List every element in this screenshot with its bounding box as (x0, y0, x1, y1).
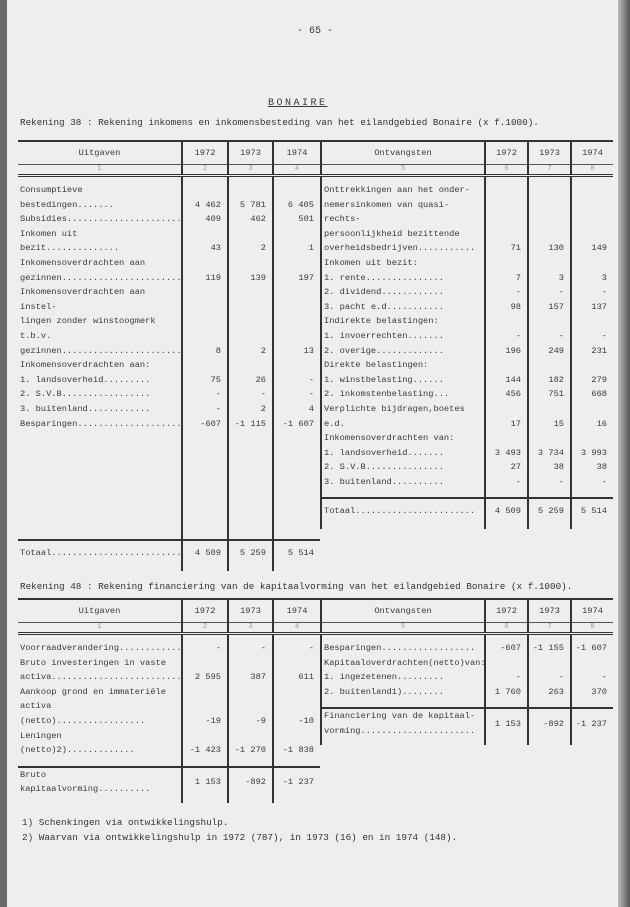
row-value: 249 (528, 344, 571, 359)
row-value (485, 431, 528, 446)
table-row (321, 475, 613, 490)
row-value: - (485, 670, 528, 685)
row-label: Inkomen uit bezit.............. (20, 228, 120, 254)
table-row (18, 685, 320, 729)
page-title: BONAIRE (268, 98, 328, 109)
total-value: 5 514 (571, 498, 613, 523)
row-value: -607 (182, 417, 228, 432)
table-row (321, 344, 613, 359)
column-index: 1 (18, 623, 182, 634)
row-value: 409 (182, 212, 228, 227)
row-value: 139 (228, 256, 273, 285)
row-value: 196 (485, 344, 528, 359)
column-header: 1973 (228, 599, 273, 623)
table-row (321, 670, 613, 685)
column-index-row (321, 623, 613, 634)
row-value: 16 (571, 402, 613, 431)
row-value (571, 358, 613, 373)
row-value: 119 (182, 256, 228, 285)
row-value: 157 (528, 300, 571, 315)
row-value: 668 (571, 387, 613, 402)
row-value: -1 607 (273, 417, 320, 432)
row-value: - (571, 670, 613, 685)
column-index: 7 (528, 165, 571, 176)
row-value: - (273, 634, 320, 656)
row-label: Inkomensoverdrachten van: (321, 431, 485, 446)
row-label: Inkomensoverdrachten aan: (20, 360, 151, 371)
row-value: 2 (228, 285, 273, 358)
total-row (321, 708, 613, 738)
column-index: 6 (485, 623, 528, 634)
table-row (18, 634, 320, 656)
row-value: - (528, 285, 571, 300)
table-row (321, 446, 613, 461)
row-value (485, 358, 528, 373)
table-row (321, 685, 613, 700)
row-value: 1 760 (485, 685, 528, 700)
table-row (321, 387, 613, 402)
scan-edge-right (618, 0, 630, 907)
row-label: Consumptieve bestedingen....... (20, 185, 114, 210)
scan-edge-left (0, 0, 7, 907)
column-index: 5 (321, 165, 485, 176)
table-row (321, 271, 613, 286)
table-row (18, 656, 320, 685)
spacer-row (18, 758, 320, 767)
row-label: Indirekte belastingen: (321, 314, 485, 329)
row-label: 2. overige............. (321, 344, 485, 359)
table-row (18, 256, 320, 285)
table1-caption: Rekening 38 : Rekening inkomens en inkomensbesteding van het eilandgebied Bonaire (x f.1000). (20, 117, 539, 128)
total-value: 1 153 (182, 767, 228, 797)
row-value: 279 (571, 373, 613, 388)
row-value: 2 (228, 402, 273, 417)
footnote-1: 1) Schenkingen via ontwikkelingshulp. (22, 817, 229, 828)
row-label: Onttrekkingen aan het onder- nemersinkomen van quasi-rechts- persoonlijkheid bezittende overheidsbedrijven........... (321, 176, 485, 256)
row-value: - (182, 634, 228, 656)
row-value: 130 (528, 176, 571, 256)
table-row (321, 358, 613, 373)
row-value: 17 (485, 402, 528, 431)
table-row (18, 212, 320, 227)
row-value (485, 256, 528, 271)
row-label: 2. dividend............ (321, 285, 485, 300)
column-index: 7 (528, 623, 571, 634)
table-row (18, 402, 320, 417)
row-value: - (228, 387, 273, 402)
total-row (18, 540, 320, 565)
table-row (18, 358, 320, 373)
table-row (18, 285, 320, 358)
table-row (18, 373, 320, 388)
total-value: 4 509 (182, 540, 228, 565)
table2-caption: Rekening 48 : Rekening financiering van de kapitaalvorming van het eilandgebied Bonaire (x f.1000). (20, 581, 573, 592)
total-value: -1 237 (273, 767, 320, 797)
row-value: - (485, 475, 528, 490)
row-label: 2. S.V.B............... (321, 460, 485, 475)
row-label: Bruto investeringen in vaste activa......................... (20, 657, 182, 683)
spacer-row (18, 431, 320, 540)
row-value (182, 358, 228, 373)
table-row (321, 314, 613, 329)
row-value: - (571, 329, 613, 344)
row-value: 15 (528, 402, 571, 431)
table-row (321, 176, 613, 256)
row-value: 137 (571, 300, 613, 315)
row-value (528, 431, 571, 446)
row-label: 2. S.V.B................. (20, 389, 151, 400)
table-row (321, 402, 613, 431)
row-value: 71 (485, 176, 528, 256)
row-value: - (182, 387, 228, 402)
table-row (321, 256, 613, 271)
row-value: 4 (273, 402, 320, 417)
row-label: 1. landsoverheid....... (321, 446, 485, 461)
row-value: 7 (485, 271, 528, 286)
column-header: 1974 (273, 141, 320, 165)
row-label: Inkomensoverdrachten aan instel- lingen zonder winstoogmerk t.b.v. gezinnen....................... (20, 287, 182, 356)
column-header: 1973 (528, 141, 571, 165)
row-value: - (571, 285, 613, 300)
header-row (321, 141, 613, 165)
row-label: 1. ingezetenen......... (321, 670, 485, 685)
column-index: 6 (485, 165, 528, 176)
column-header: 1974 (571, 599, 613, 623)
row-value (571, 431, 613, 446)
row-value (528, 256, 571, 271)
total-value: 1 153 (485, 708, 528, 738)
row-value: -607 (485, 634, 528, 656)
row-value: -1 838 (273, 729, 320, 758)
row-value: 5 781 (228, 176, 273, 213)
row-value: 2 (228, 227, 273, 256)
row-value: 38 (571, 460, 613, 475)
row-label: 1. rente............... (321, 271, 485, 286)
table-row (321, 460, 613, 475)
row-value: 3 993 (571, 446, 613, 461)
column-index: 4 (273, 165, 320, 176)
row-value: 8 (182, 285, 228, 358)
row-label: 1. landsoverheid......... (20, 374, 151, 385)
row-value: 3 493 (485, 446, 528, 461)
total-label: Totaal....................... (321, 498, 485, 523)
column-index: 8 (571, 165, 613, 176)
column-index: 3 (228, 165, 273, 176)
row-value (485, 656, 528, 671)
row-label: Besparingen.................... (20, 418, 182, 429)
table-row (18, 176, 320, 213)
column-index-row (18, 165, 320, 176)
row-value: 456 (485, 387, 528, 402)
row-value: 149 (571, 176, 613, 256)
row-value: 6 405 (273, 176, 320, 213)
row-label: 3. buitenland.......... (321, 475, 485, 490)
row-label: Inkomen uit bezit: (321, 256, 485, 271)
table1-uitgaven (18, 140, 320, 571)
table-row (321, 656, 613, 671)
column-header: 1972 (182, 599, 228, 623)
column-header: 1974 (273, 599, 320, 623)
row-value: 75 (182, 373, 228, 388)
row-value (528, 358, 571, 373)
row-value: - (485, 285, 528, 300)
row-value: - (571, 475, 613, 490)
row-value (571, 256, 613, 271)
column-index: 2 (182, 165, 228, 176)
row-value: - (228, 634, 273, 656)
row-value: - (273, 373, 320, 388)
total-value: -892 (528, 708, 571, 738)
row-value: -1 270 (228, 729, 273, 758)
row-value: - (528, 670, 571, 685)
row-value: -9 (228, 685, 273, 729)
row-value: 26 (228, 373, 273, 388)
row-value (485, 314, 528, 329)
row-value: 501 (273, 212, 320, 227)
total-value: -1 237 (571, 708, 613, 738)
row-value: 3 (571, 271, 613, 286)
row-label: Leningen (netto)2)............. (20, 730, 135, 756)
row-value: 1 (273, 227, 320, 256)
column-index-row (321, 165, 613, 176)
column-header: 1972 (485, 599, 528, 623)
row-value: -10 (273, 685, 320, 729)
row-value (528, 656, 571, 671)
column-header: Uitgaven (18, 141, 182, 165)
row-value: -1 115 (228, 417, 273, 432)
row-value: 3 734 (528, 446, 571, 461)
spacer-row (321, 489, 613, 498)
row-value: 387 (228, 656, 273, 685)
column-header: 1974 (571, 141, 613, 165)
row-value (571, 314, 613, 329)
row-value: 2 595 (182, 656, 228, 685)
row-label: 3. pacht e.d........... (321, 300, 485, 315)
row-value: 4 462 (182, 176, 228, 213)
row-value: - (273, 387, 320, 402)
column-index: 8 (571, 623, 613, 634)
row-value: - (528, 475, 571, 490)
row-label: 3. buitenland............ (20, 403, 151, 414)
header-row (321, 599, 613, 623)
column-index: 3 (228, 623, 273, 634)
total-label: Financiering van de kapitaal- vorming...................... (321, 708, 485, 738)
total-value: 5 259 (228, 540, 273, 565)
column-header: 1973 (528, 599, 571, 623)
row-label: Aankoop grond en immateriële activa (netto)................. (20, 686, 166, 726)
row-label: 1. winstbelasting...... (321, 373, 485, 388)
row-value: 231 (571, 344, 613, 359)
total-label: Bruto kapitaalvorming.......... (18, 767, 182, 797)
table-row (18, 729, 320, 758)
row-label: 2. inkomstenbelasting... (321, 387, 485, 402)
total-value: 5 514 (273, 540, 320, 565)
column-index: 5 (321, 623, 485, 634)
column-index: 1 (18, 165, 182, 176)
column-index: 4 (273, 623, 320, 634)
total-value: -892 (228, 767, 273, 797)
row-value (571, 656, 613, 671)
row-label: Inkomensoverdrachten aan gezinnen....................... (20, 257, 182, 283)
row-label: Besparingen.................. (321, 634, 485, 656)
row-label: Kapitaaloverdrachten(netto)van: (321, 656, 485, 671)
row-value: - (182, 402, 228, 417)
row-value: 144 (485, 373, 528, 388)
table-row (321, 329, 613, 344)
column-header: 1972 (485, 141, 528, 165)
row-value: - (528, 329, 571, 344)
row-value: 27 (485, 460, 528, 475)
header-row (18, 141, 320, 165)
row-value (528, 314, 571, 329)
column-header: Uitgaven (18, 599, 182, 623)
row-value: 43 (182, 227, 228, 256)
row-value: -1 423 (182, 729, 228, 758)
header-row (18, 599, 320, 623)
row-value: 98 (485, 300, 528, 315)
table-row (18, 387, 320, 402)
total-value: 5 259 (528, 498, 571, 523)
table-row (18, 227, 320, 256)
row-value: -1 607 (571, 634, 613, 656)
column-header: 1972 (182, 141, 228, 165)
table-row (18, 417, 320, 432)
row-value: 462 (228, 212, 273, 227)
column-index: 2 (182, 623, 228, 634)
table2-uitgaven (18, 598, 320, 803)
row-value (273, 358, 320, 373)
table-row (321, 285, 613, 300)
page-number: - 65 - (296, 26, 333, 37)
row-label: Subsidies...................... (20, 214, 182, 225)
row-label: 1. invoerrechten....... (321, 329, 485, 344)
row-value: 611 (273, 656, 320, 685)
table-row (321, 634, 613, 656)
row-value: 182 (528, 373, 571, 388)
footnote-2: 2) Waarvan via ontwikkelingshulp in 1972 (787), in 1973 (16) en in 1974 (148). (22, 832, 458, 843)
table-row (321, 431, 613, 446)
total-row (18, 767, 320, 797)
table-row (321, 300, 613, 315)
row-value: -19 (182, 685, 228, 729)
row-value: 3 (528, 271, 571, 286)
row-value: 751 (528, 387, 571, 402)
row-value: 370 (571, 685, 613, 700)
column-index-row (18, 623, 320, 634)
row-value: 263 (528, 685, 571, 700)
row-value (228, 358, 273, 373)
row-label: Verplichte bijdragen,boetes e.d. (321, 402, 485, 431)
row-value: - (485, 329, 528, 344)
row-label: 2. buitenland1)........ (321, 685, 485, 700)
column-header: Ontvangsten (321, 141, 485, 165)
total-label: Totaal......................... (18, 540, 182, 565)
total-row (321, 498, 613, 523)
table1-ontvangsten (320, 140, 613, 529)
spacer-row (321, 699, 613, 708)
table-row (321, 373, 613, 388)
row-value: 13 (273, 285, 320, 358)
row-label: Direkte belastingen: (321, 358, 485, 373)
table2-ontvangsten (320, 598, 613, 745)
column-header: 1973 (228, 141, 273, 165)
row-value: 38 (528, 460, 571, 475)
total-value: 4 509 (485, 498, 528, 523)
row-value: 197 (273, 256, 320, 285)
row-label: Voorraadverandering............ (20, 643, 182, 653)
column-header: Ontvangsten (321, 599, 485, 623)
row-value: -1 155 (528, 634, 571, 656)
